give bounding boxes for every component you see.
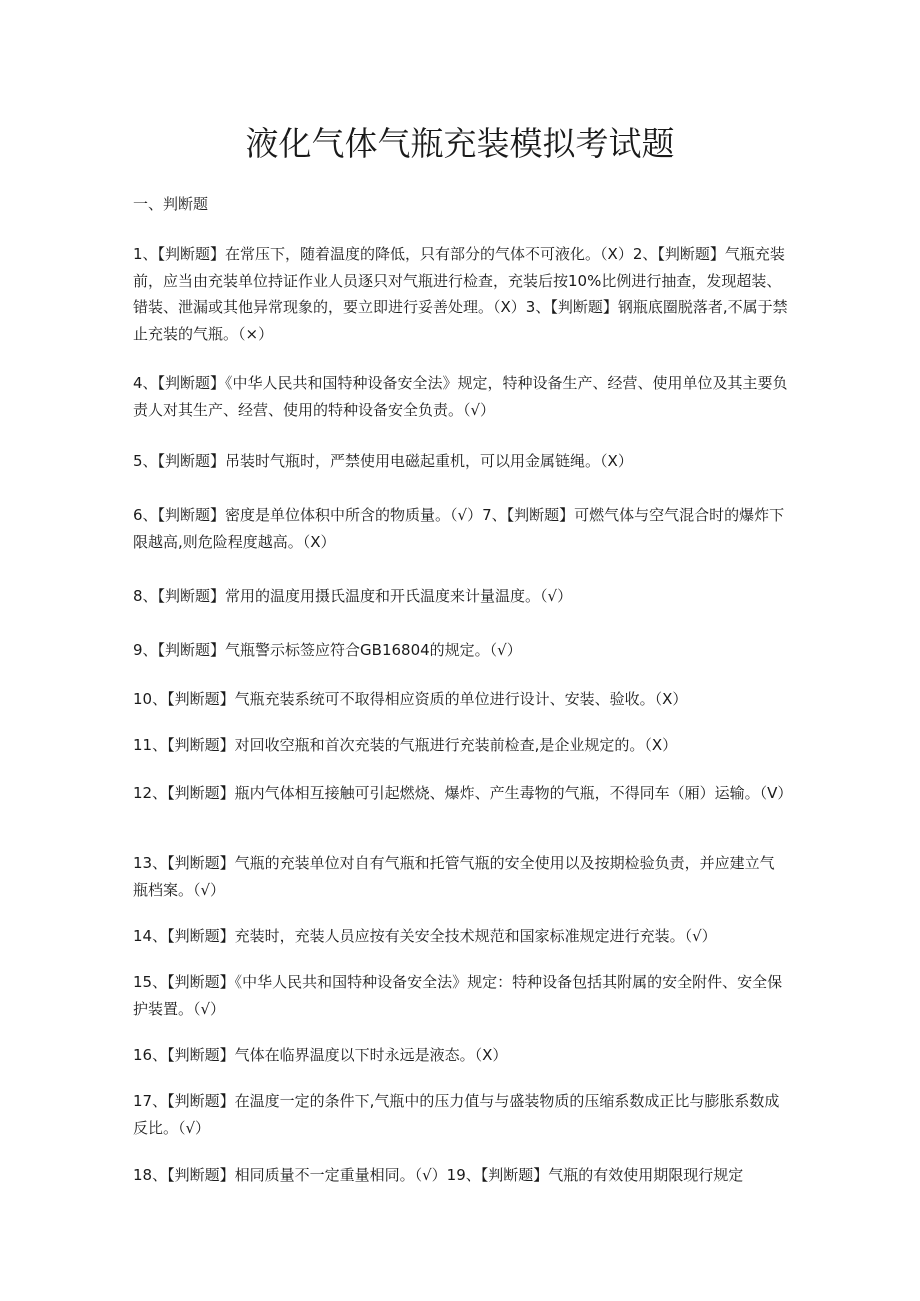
question-item: 11、【判断题】对回收空瓶和首次充装的气瓶进行充装前检查,是企业规定的。（X） [133,736,678,754]
section-heading: 一、判断题 [133,195,209,213]
question-item: 12、【判断题】瓶内气体相互接触可引起燃烧、爆炸、产生毒物的气瓶，不得同车（厢）运输。（V） [133,784,793,802]
question-item: 18、【判断题】相同质量不一定重量相同。（√）19、【判断题】气瓶的有效使用期限现行规定 [133,1166,744,1184]
question-item: 14、【判断题】充装时，充装人员应按有关安全技术规范和国家标准规定进行充装。（√） [133,927,717,945]
question-item: 10、【判断题】气瓶充装系统可不取得相应资质的单位进行设计、安装、验收。（X） [133,690,688,708]
question-item: 16、【判断题】气体在临界温度以下时永远是液态。（X） [133,1046,508,1064]
question-item: 6、【判断题】密度是单位体积中所含的物质量。（√）7、【判断题】可燃气体与空气混合时的爆炸下限越高,则危险程度越高。（X） [133,506,785,551]
question-item: 9、【判断题】气瓶警示标签应符合GB16804的规定。（√） [133,641,522,659]
question-item: 17、【判断题】在温度一定的条件下,气瓶中的压力值与与盛装物质的压缩系数成正比与膨胀系数成反比。（√） [133,1092,780,1137]
question-item: 5、【判断题】吊装时气瓶时，严禁使用电磁起重机，可以用金属链绳。（X） [133,452,633,470]
question-item: 13、【判断题】气瓶的充装单位对自有气瓶和托管气瓶的安全使用以及按期检验负责，并应建立气瓶档案。（√） [133,854,775,899]
question-item: 4、【判断题】《中华人民共和国特种设备安全法》规定，特种设备生产、经营、使用单位及其主要负责人对其生产、经营、使用的特种设备安全负责。（√） [133,374,788,419]
page-title: 液化气体气瓶充装模拟考试题 [245,124,675,163]
question-item: 15、【判断题】《中华人民共和国特种设备安全法》规定：特种设备包括其附属的安全附件、安全保护装置。（√） [133,973,783,1018]
question-item: 1、【判断题】在常压下，随着温度的降低，只有部分的气体不可液化。（X）2、【判断题】气瓶充装前，应当由充装单位持证作业人员逐只对气瓶进行检查，充装后按10%比例进行抽查，发现超装、错装、泄漏或其他异常现象的，要立即进行妥善处理。（X）3、【判断题】钢瓶底圈脱落者,不属于禁止充装的气瓶。（×） [133,245,788,343]
question-item: 8、【判断题】常用的温度用摄氏温度和开氏温度来计量温度。（√） [133,587,573,605]
